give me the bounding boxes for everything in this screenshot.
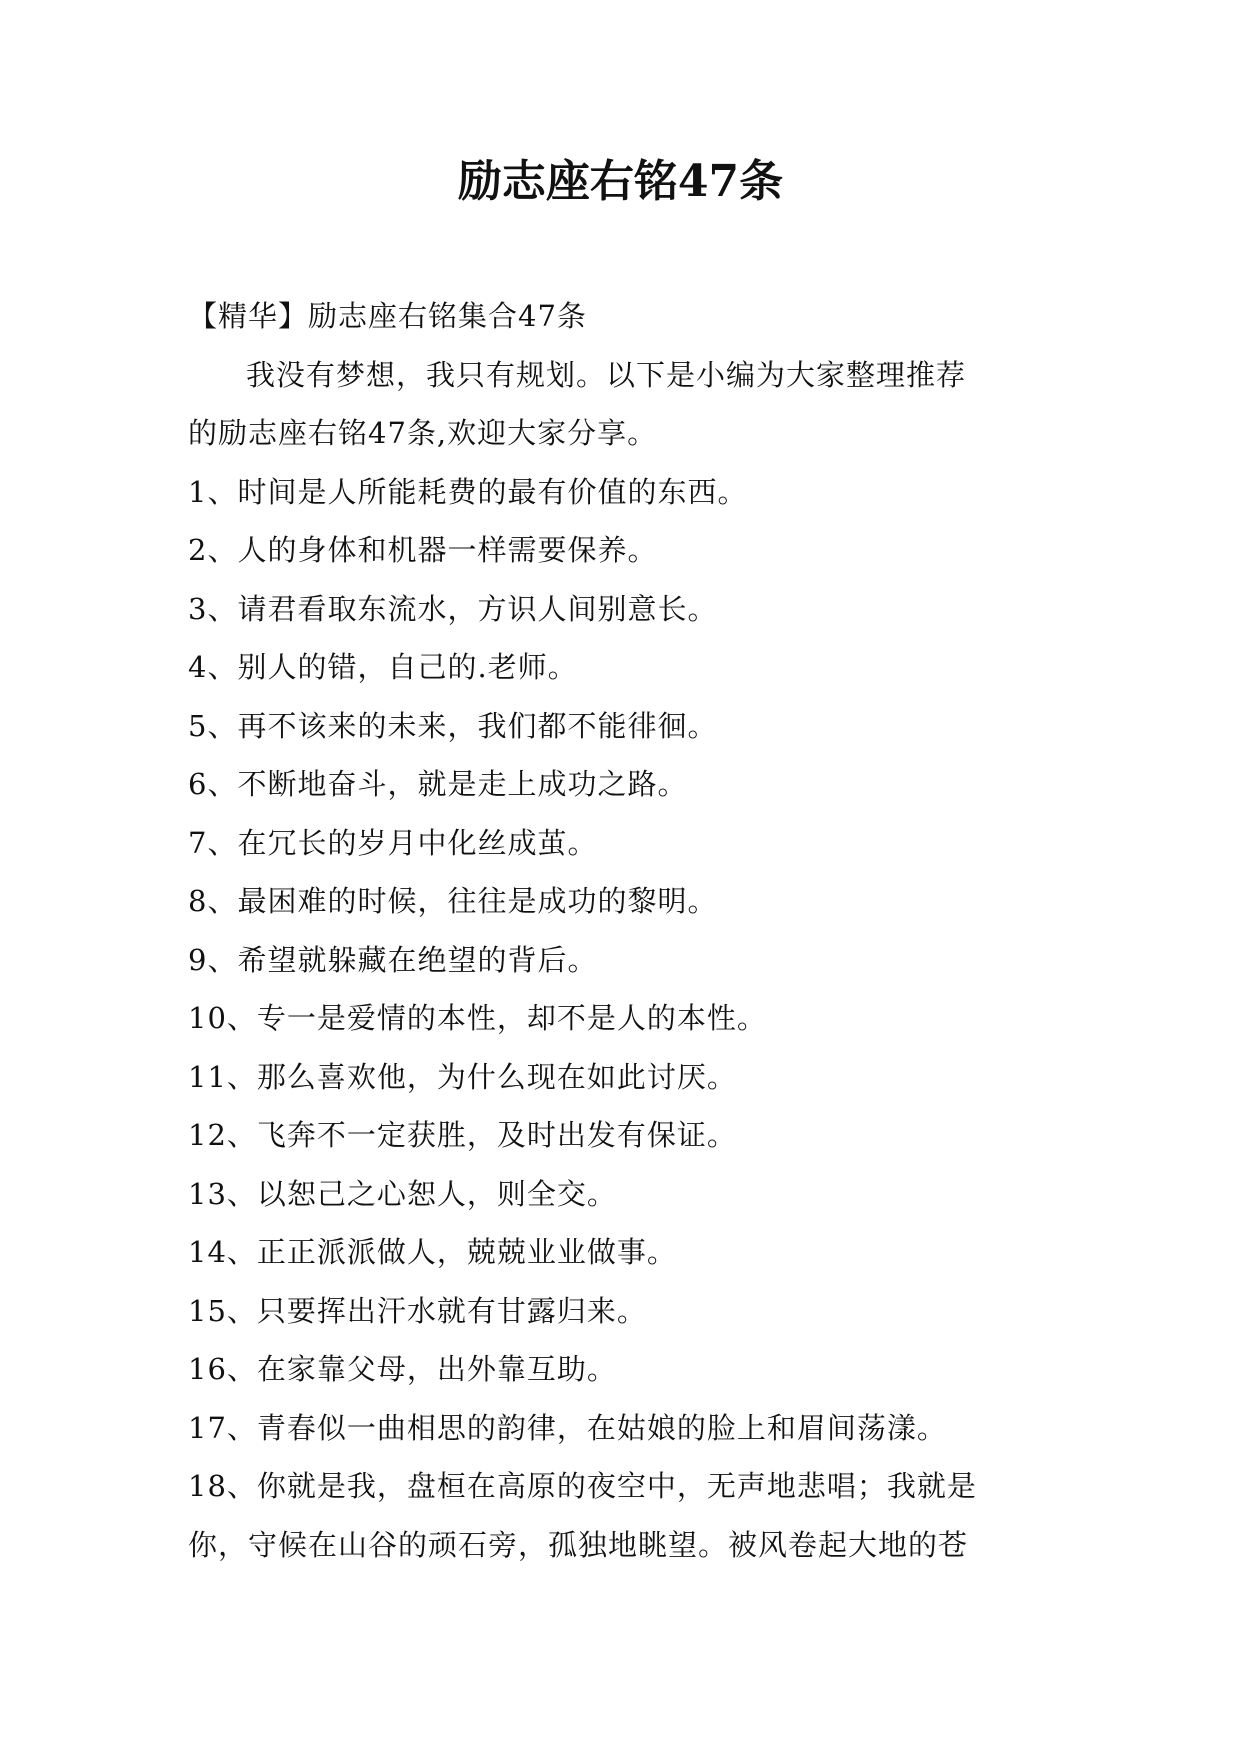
list-item-18-line-1: 18、你就是我，盘桓在高原的夜空中，无声地悲唱；我就是 (188, 1469, 977, 1503)
list-item: 15、只要挥出汗水就有甘露归来。 (188, 1293, 647, 1328)
list-item: 17、青春似一曲相思的韵律，在姑娘的脸上和眉间荡漾。 (188, 1410, 947, 1445)
list-item: 8、最困难的时候，往往是成功的黎明。 (188, 884, 718, 918)
list-item: 1、时间是人所能耗费的最有价值的东西。 (188, 474, 748, 509)
intro-line-2: 的励志座右铭47条,欢迎大家分享。 (188, 416, 658, 450)
list-item: 6、不断地奋斗，就是走上成功之路。 (188, 767, 688, 801)
list-item: 7、在冗长的岁月中化丝成茧。 (188, 825, 598, 860)
document-body (188, 287, 1058, 1574)
list-item: 13、以恕己之心恕人，则全交。 (188, 1176, 617, 1211)
list-item: 16、在家靠父母，出外靠互助。 (188, 1352, 617, 1386)
document-title: 励志座右铭47条 (457, 156, 784, 207)
list-item: 5、再不该来的未来，我们都不能徘徊。 (188, 708, 718, 743)
subtitle: 【精华】励志座右铭集合47条 (188, 299, 587, 333)
intro-line-1: 我没有梦想，我只有规划。以下是小编为大家整理推荐 (246, 357, 967, 392)
list-item: 10、专一是爱情的本性，却不是人的本性。 (188, 1001, 767, 1035)
list-item: 12、飞奔不一定获胜，及时出发有保证。 (188, 1118, 737, 1152)
list-item-18-line-2: 你，守候在山谷的顽石旁，孤独地眺望。被风卷起大地的苍 (188, 1527, 969, 1562)
list-item: 14、正正派派做人，兢兢业业做事。 (188, 1235, 677, 1269)
list-item: 11、那么喜欢他，为什么现在如此讨厌。 (188, 1059, 737, 1094)
list-item: 3、请君看取东流水，方识人间别意长。 (188, 591, 718, 626)
list-item: 4、别人的错，自己的.老师。 (188, 650, 578, 684)
list-item: 9、希望就躲藏在绝望的背后。 (188, 942, 598, 977)
list-item: 2、人的身体和机器一样需要保养。 (188, 533, 658, 567)
